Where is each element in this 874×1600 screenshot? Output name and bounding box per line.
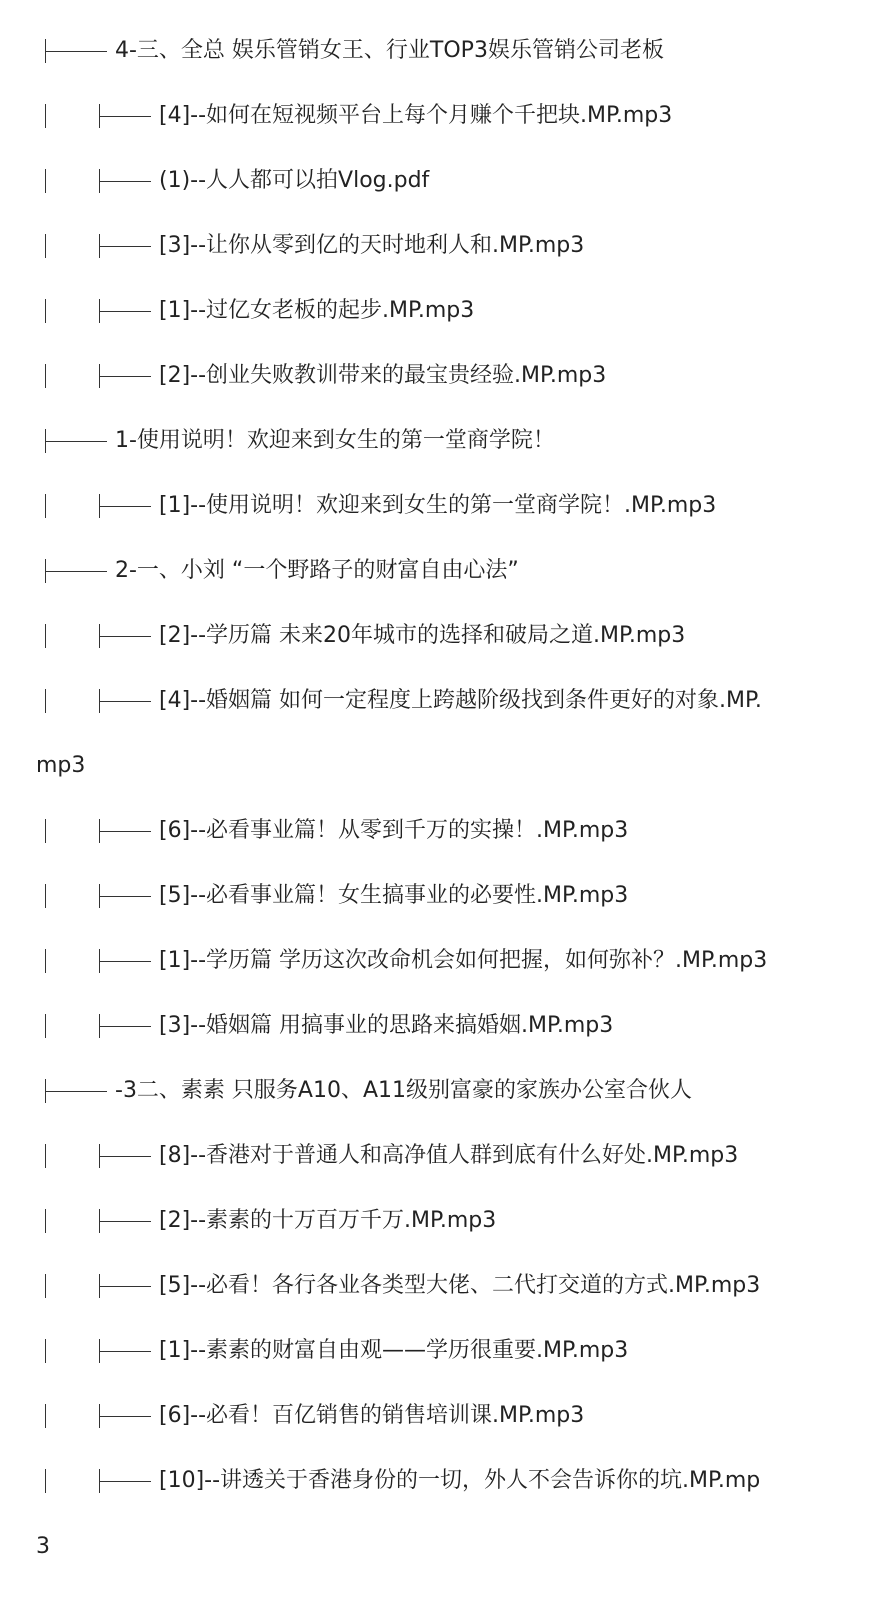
tree-branch-connector: [45, 226, 151, 266]
tree-file-row: [36, 486, 854, 526]
tree-file-row: [36, 1396, 854, 1436]
tree-file-row: [36, 161, 854, 201]
tree-folder-row: [36, 421, 854, 461]
file-name: [1]--学历篇 学历这次改命机会如何把握，如何弥补？.MP.mp3: [159, 948, 768, 973]
file-name: [1]--使用说明！欢迎来到女生的第一堂商学院！.MP.mp3: [159, 493, 717, 518]
tree-branch-connector: [45, 1461, 151, 1501]
tree-folder-row: [36, 31, 854, 71]
tree-branch-connector: [45, 941, 151, 981]
tree-branch-connector: [45, 616, 151, 656]
file-name: [1]--素素的财富自由观——学历很重要.MP.mp3: [159, 1338, 629, 1363]
tree-branch-connector: [45, 1331, 151, 1371]
tree-file-row: [36, 1201, 854, 1241]
folder-name: 4-三、全总 娱乐管销女王、行业TOP3娱乐管销公司老板: [115, 38, 664, 63]
tree-branch-connector: [45, 811, 151, 851]
tree-branch-connector: [45, 1396, 151, 1436]
tree-file-row: [36, 1331, 854, 1371]
tree-branch-connector: [45, 1201, 151, 1241]
tree-continuation-row: [36, 746, 854, 786]
tree-branch-connector: [45, 1071, 107, 1111]
tree-continuation-row: [36, 1527, 854, 1567]
tree-branch-connector: [45, 1006, 151, 1046]
file-name: [5]--必看事业篇！女生搞事业的必要性.MP.mp3: [159, 883, 629, 908]
tree-branch-connector: [45, 356, 151, 396]
tree-file-row: [36, 681, 854, 721]
file-name: [10]--讲透关于香港身份的一切，外人不会告诉你的坑.MP.mp: [159, 1468, 761, 1493]
file-name: [5]--必看！各行各业各类型大佬、二代打交道的方式.MP.mp3: [159, 1273, 761, 1298]
file-name: [2]--学历篇 未来20年城市的选择和破局之道.MP.mp3: [159, 623, 686, 648]
tree-branch-connector: [45, 31, 107, 71]
file-name: (1)--人人都可以拍Vlog.pdf: [159, 168, 430, 193]
folder-name: 2-一、小刘 “一个野路子的财富自由心法”: [115, 558, 519, 583]
file-name: [4]--如何在短视频平台上每个月赚个千把块.MP.mp3: [159, 103, 673, 128]
tree-file-row: [36, 1136, 854, 1176]
file-name: [6]--必看事业篇！从零到千万的实操！.MP.mp3: [159, 818, 629, 843]
file-name-continuation: 3: [36, 1534, 50, 1559]
file-name: [8]--香港对于普通人和高净值人群到底有什么好处.MP.mp3: [159, 1143, 739, 1168]
file-name: [3]--婚姻篇 用搞事业的思路来搞婚姻.MP.mp3: [159, 1013, 614, 1038]
folder-name: -3二、素素 只服务A10、A11级别富豪的家族办公室合伙人: [115, 1078, 693, 1103]
file-name: [3]--让你从零到亿的天时地利人和.MP.mp3: [159, 233, 585, 258]
tree-branch-connector: [45, 96, 151, 136]
file-name: [4]--婚姻篇 如何一定程度上跨越阶级找到条件更好的对象.MP.: [159, 688, 762, 713]
tree-file-row: [36, 226, 854, 266]
tree-branch-connector: [45, 876, 151, 916]
tree-folder-row: [36, 551, 854, 591]
tree-file-row: [36, 941, 854, 981]
tree-branch-connector: [45, 161, 151, 201]
tree-branch-connector: [45, 291, 151, 331]
file-name: [2]--创业失败教训带来的最宝贵经验.MP.mp3: [159, 363, 607, 388]
tree-file-row: [36, 1266, 854, 1306]
file-name: [6]--必看！百亿销售的销售培训课.MP.mp3: [159, 1403, 585, 1428]
file-name: [1]--过亿女老板的起步.MP.mp3: [159, 298, 475, 323]
tree-branch-connector: [45, 421, 107, 461]
tree-branch-connector: [45, 1136, 151, 1176]
tree-branch-connector: [45, 681, 151, 721]
tree-branch-connector: [45, 551, 107, 591]
folder-name: 1-使用说明！欢迎来到女生的第一堂商学院！: [115, 428, 555, 453]
tree-file-row: [36, 291, 854, 331]
tree-file-row: [36, 616, 854, 656]
file-name: [2]--素素的十万百万千万.MP.mp3: [159, 1208, 497, 1233]
tree-file-row: [36, 876, 854, 916]
tree-branch-connector: [45, 486, 151, 526]
tree-file-row: [36, 96, 854, 136]
tree-file-row: [36, 1006, 854, 1046]
tree-file-row: [36, 356, 854, 396]
file-name-continuation: mp3: [36, 753, 86, 778]
tree-file-row: [36, 811, 854, 851]
tree-file-row: [36, 1461, 854, 1501]
tree-folder-row: [36, 1071, 854, 1111]
tree-branch-connector: [45, 1266, 151, 1306]
